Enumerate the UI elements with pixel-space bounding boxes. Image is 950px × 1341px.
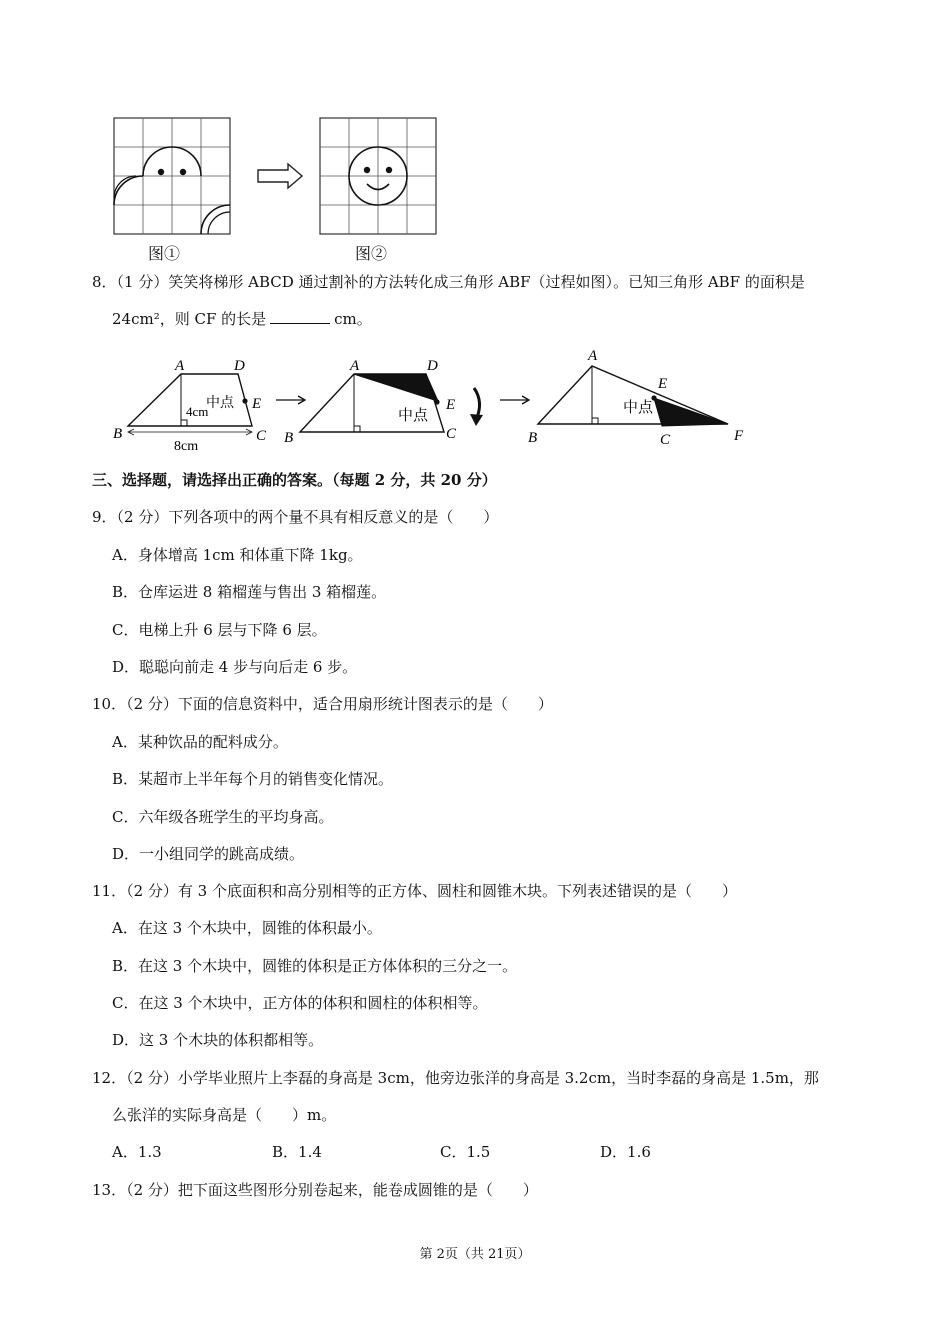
arrow-right-icon (276, 396, 305, 404)
figure-2-label: 图② (354, 244, 387, 263)
q11-option-d[interactable]: D．这 3 个木块的体积都相等。 (112, 1031, 324, 1049)
grid-figure-2 (320, 118, 436, 234)
q9-option-a[interactable]: A．身体增高 1cm 和体重下降 1kg。 (112, 546, 363, 564)
q11-option-b[interactable]: B．在这 3 个木块中，圆锥的体积是正方体体积的三分之一。 (112, 957, 518, 975)
trapezoid-original (113, 358, 267, 454)
t1-B: B (113, 426, 123, 442)
q10-option-c[interactable]: C．六年级各班学生的平均身高。 (112, 808, 334, 826)
q11-option-c[interactable]: C．在这 3 个木块中，正方体的体积和圆柱的体积相等。 (112, 994, 488, 1012)
q9-option-b[interactable]: B．仓库运进 8 箱榴莲与售出 3 箱榴莲。 (112, 583, 387, 601)
t1-base: 8cm (174, 439, 199, 454)
t3-B: B (528, 430, 538, 446)
q13-stem: 13．（2 分）把下面这些图形分别卷起来，能卷成圆锥的是（ ） (92, 1181, 538, 1199)
t3-C: C (660, 432, 671, 448)
t1-C: C (256, 428, 267, 444)
q8-line2-post: cm。 (334, 310, 372, 328)
q8-line1: 8．（1 分）笑笑将梯形 ABCD 通过割补的方法转化成三角形 ABF（过程如图）。已知三角形 ABF 的面积是 (92, 273, 805, 291)
triangle-abf (528, 348, 744, 448)
arrow-right-icon (258, 164, 302, 188)
t2-C: C (446, 426, 457, 442)
t1-height: 4cm (186, 404, 209, 419)
q8-line2 (112, 309, 372, 329)
t1-D: D (234, 358, 245, 374)
grid-figures (110, 114, 440, 238)
q9-stem: 9．（2 分）下列各项中的两个量不具有相反意义的是（ ） (92, 508, 499, 526)
t1-E: E (252, 396, 262, 412)
section-3-heading: 三、选择题，请选择出正确的答案。（每题 2 分，共 20 分） (92, 471, 497, 489)
t1-midpoint: 中点 (206, 396, 234, 411)
q11-stem: 11．（2 分）有 3 个底面积和高分别相等的正方体、圆柱和圆锥木块。下列表述错误的是（ ） (92, 882, 737, 900)
q10-option-a[interactable]: A．某种饮品的配料成分。 (112, 733, 288, 751)
q10-option-b[interactable]: B．某超市上半年每个月的销售变化情况。 (112, 770, 394, 788)
q10-stem: 10．（2 分）下面的信息资料中，适合用扇形统计图表示的是（ ） (92, 695, 553, 713)
t2-D: D (427, 358, 438, 374)
rotate-arrow-icon (470, 388, 483, 426)
q8-diagram (108, 344, 768, 456)
t2-midpoint: 中点 (398, 408, 429, 424)
arrow-right-icon (500, 396, 529, 404)
t2-B: B (284, 430, 294, 446)
t1-A: A (175, 358, 185, 374)
page-footer: 第 2页（共 21页） (419, 1247, 531, 1262)
q12-option-c[interactable]: C．1.5 (440, 1143, 491, 1161)
trapezoid-cut (284, 358, 457, 446)
q12-line1: 12．（2 分）小学毕业照片上李磊的身高是 3cm，他旁边张洋的身高是 3.2cm，当时李磊的身高是 1.5m，那 (92, 1069, 819, 1087)
q12-option-b[interactable]: B．1.4 (272, 1143, 322, 1161)
q12-option-d[interactable]: D．1.6 (600, 1143, 651, 1161)
t2-A: A (350, 358, 360, 374)
answer-blank (270, 309, 330, 324)
t3-A: A (588, 348, 598, 364)
q10-option-d[interactable]: D．一小组同学的跳高成绩。 (112, 845, 305, 863)
q11-option-a[interactable]: A．在这 3 个木块中，圆锥的体积最小。 (112, 919, 382, 937)
q12-option-a[interactable]: A．1.3 (112, 1143, 162, 1161)
q12-line2: 么张洋的实际身高是（ ）m。 (112, 1106, 337, 1124)
figure-1-label: 图① (147, 244, 180, 263)
q8-line2-pre: 24cm²，则 CF 的长是 (112, 310, 267, 328)
grid-figure-1 (114, 118, 230, 234)
t2-E: E (446, 397, 456, 413)
q9-option-c[interactable]: C．电梯上升 6 层与下降 6 层。 (112, 621, 327, 639)
t3-midpoint: 中点 (623, 400, 654, 416)
q9-option-d[interactable]: D．聪聪向前走 4 步与向后走 6 步。 (112, 658, 358, 676)
t3-F: F (734, 428, 744, 444)
t3-E: E (658, 376, 668, 392)
